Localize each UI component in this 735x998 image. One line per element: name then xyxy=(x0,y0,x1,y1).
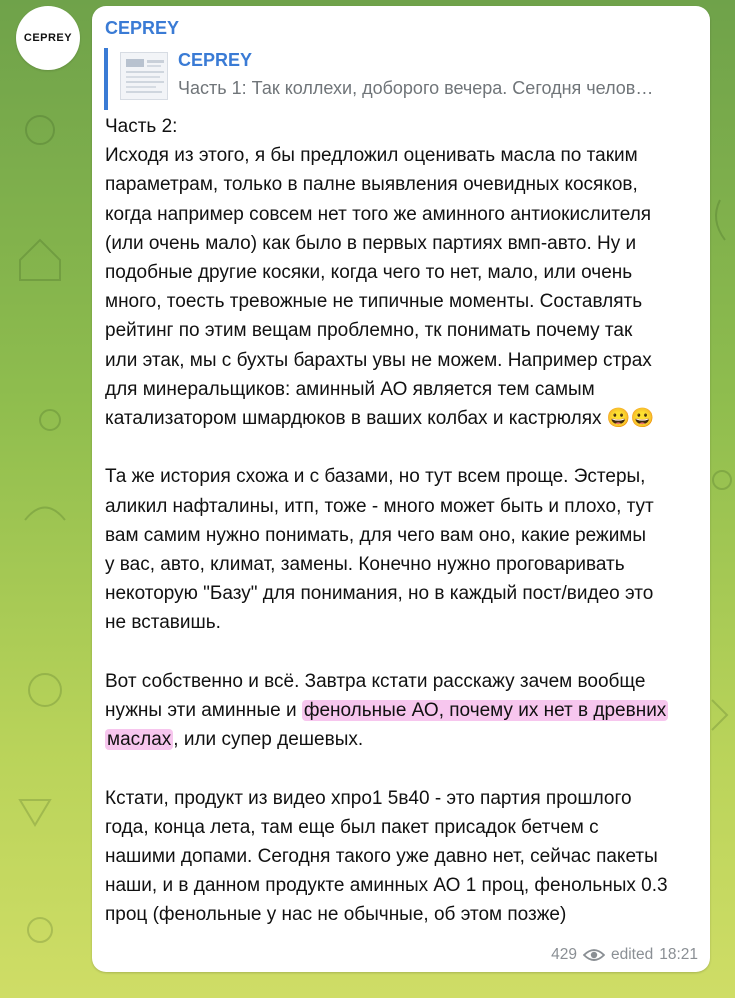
text-fragment: нужны эти аминные и xyxy=(105,700,302,722)
text-line xyxy=(105,696,697,725)
text-line: Вот собственно и всё. Завтра кстати расскажу зачем вообще xyxy=(105,670,646,692)
text-line: Та же история схожа и с базами, но тут всем проще. Эстеры, xyxy=(105,466,646,488)
message-sender[interactable]: CEPREY xyxy=(105,18,180,38)
text-line: Кстати, продукт из видео хпро1 5в40 - это партия прошлого xyxy=(105,787,632,809)
text-line: много, тоесть тревожные не типичные моменты. Составлять xyxy=(105,291,643,313)
highlighted-text: маслах xyxy=(107,729,172,751)
paragraph-4 xyxy=(105,784,697,930)
document-thumbnail-icon xyxy=(121,53,168,100)
text-fragment: , или супер дешевых. xyxy=(173,729,364,751)
message-text xyxy=(105,112,697,930)
text-line: Исходя из этого, я бы предложил оценивать масла по таким xyxy=(105,145,638,167)
message-meta xyxy=(551,946,698,964)
text-line: Часть 2: xyxy=(105,116,178,137)
text-line: вам самим нужно понимать, для чего вам оно, какие режимы xyxy=(105,524,647,546)
text-line: (или очень мало) как было в первых партиях вмп-авто. Ну и xyxy=(105,232,637,254)
text-line: рейтинг по этим вещам проблемно, тк понимать почему так xyxy=(105,320,633,342)
reply-thumbnail xyxy=(120,52,168,100)
text-line: для минеральщиков: аминный АО является тем самым xyxy=(105,378,595,400)
text-line: катализатором шмардюков в ваших колбах и кастрюлях 😀😀 xyxy=(105,408,655,430)
text-line: некоторую "Базу" для понимания, но в каждый пост/видео это xyxy=(105,583,654,605)
reply-preview[interactable] xyxy=(104,48,696,110)
channel-avatar[interactable] xyxy=(16,6,80,70)
paragraph-2 xyxy=(105,462,697,637)
edited-label: edited xyxy=(610,946,654,963)
text-line: наши, и в данном продукте аминных АО 1 проц, фенольных 0.3 xyxy=(105,875,668,897)
text-line: параметрам, только в палне выявления очевидных косяков, xyxy=(105,174,638,196)
text-line: или этак, мы с бухты барахты увы не можем. Например страх xyxy=(105,349,652,371)
text-line: не вставишь. xyxy=(105,612,221,634)
reply-text: Часть 1: Так коллехи, доборого вечера. Сегодня челов… xyxy=(178,78,654,98)
reply-sender: CEPREY xyxy=(178,50,253,70)
text-line xyxy=(105,725,697,754)
view-count: 429 xyxy=(551,946,577,963)
avatar-text: CEPREY xyxy=(23,32,73,44)
text-line: аликил нафталины, итп, тоже - много может быть и плохо, тут xyxy=(105,495,654,517)
paragraph-3 xyxy=(105,667,697,755)
highlighted-text: фенольные АО, почему их нет в древних xyxy=(303,700,667,722)
text-line: нашими допами. Сегодня такого уже давно нет, сейчас пакеты xyxy=(105,846,658,868)
eye-icon xyxy=(583,948,605,962)
text-line: когда например совсем нет того же аминного антиокислителя xyxy=(105,203,652,225)
message-time: 18:21 xyxy=(659,946,698,963)
text-line: проц (фенольные у нас не обычные, об этом позже) xyxy=(105,904,567,926)
paragraph-1 xyxy=(105,112,697,433)
message-bubble xyxy=(92,6,710,972)
text-line: у вас, авто, климат, замены. Конечно нужно проговаривать xyxy=(105,554,625,576)
text-line: года, конца лета, там еще был пакет присадок бетчем с xyxy=(105,816,599,838)
text-line: подобные другие косяки, когда чего то нет, мало, или очень xyxy=(105,262,633,284)
